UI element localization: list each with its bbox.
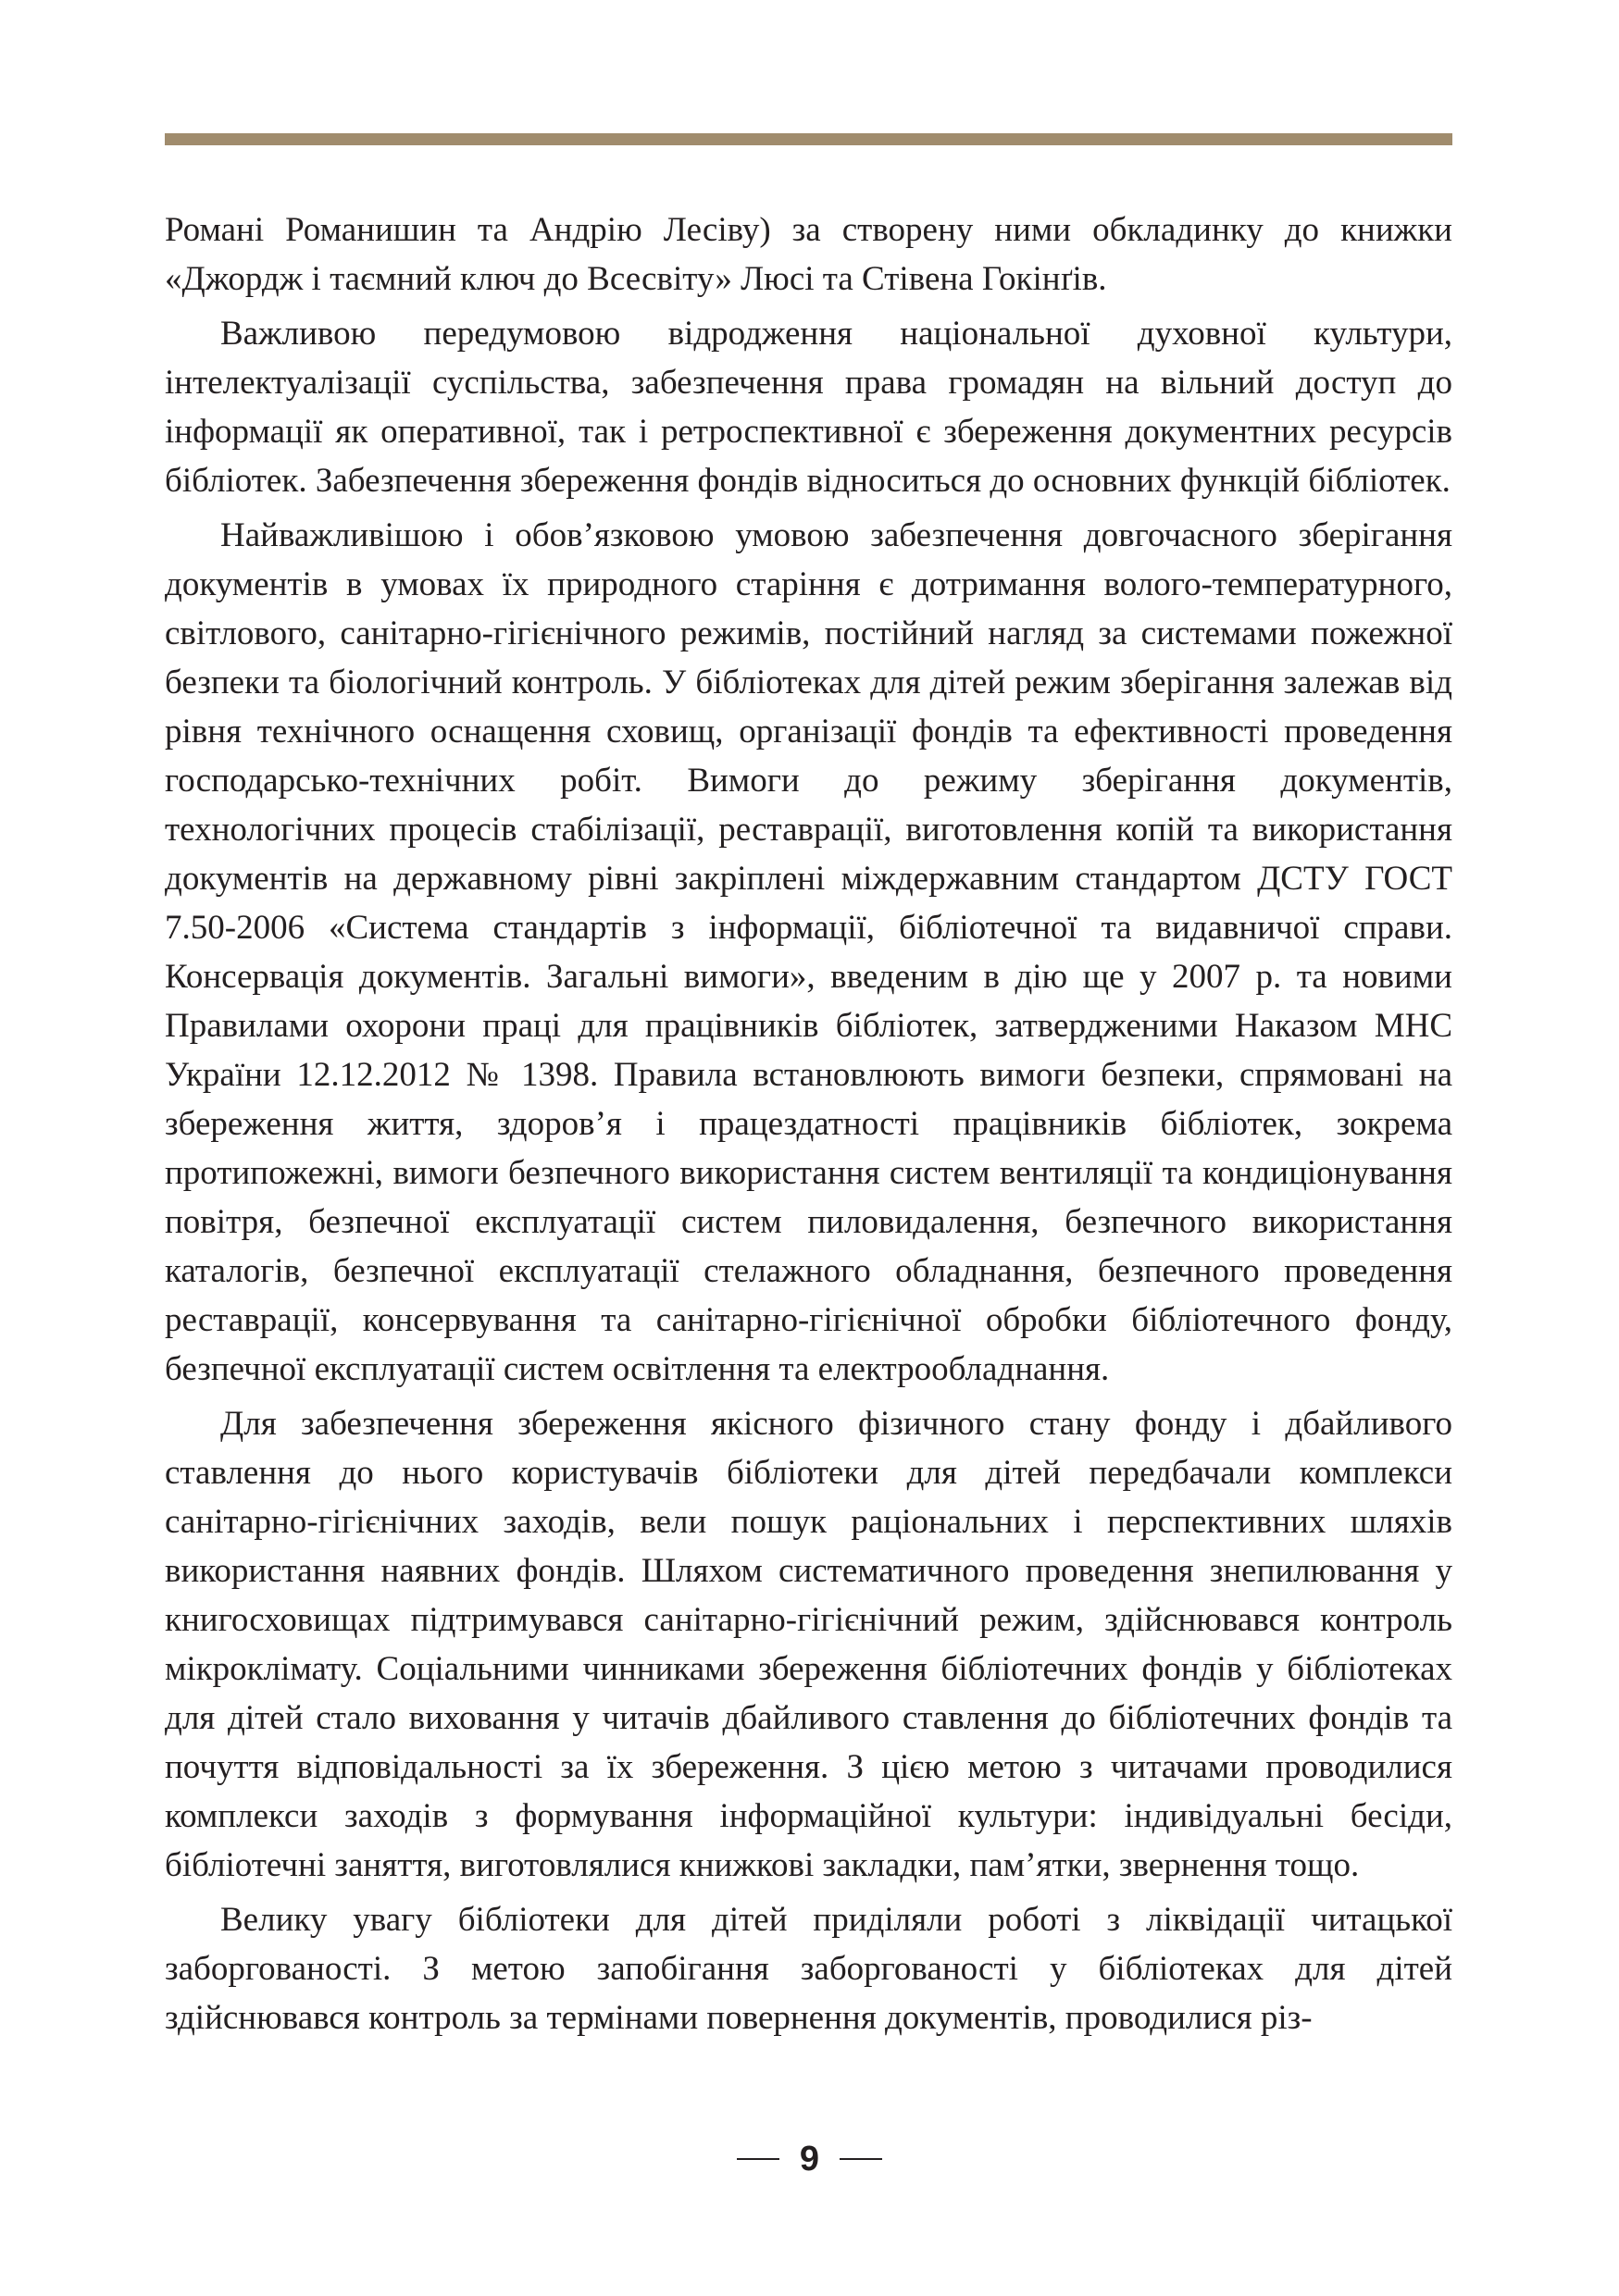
page-footer — [0, 2136, 1619, 2182]
paragraph-2: Важливою передумовою відродження національної духовної культури, інтелектуалізації суспільства, забезпечення права громадян на вільний доступ до інформації як оперативної, так і ретроспективної є збереження документних ресурсів бібліотек. Забезпечення збереження фондів відноситься до основних функцій бібліотек. — [165, 315, 1452, 500]
footer-rule-right — [840, 2158, 882, 2160]
page-body — [165, 205, 1452, 2042]
page-number: 9 — [799, 2140, 820, 2178]
paragraph-3: Найважливішою і обов’язковою умовою забезпечення довгочасного зберігання документів в умовах їх природного старіння є дотримання волого-температурного, світлового, санітарно-гігієнічного режимів, постійний нагляд за системами пожежної безпеки та біологічний контроль. У бібліотеках для дітей режим зберігання залежав від рівня технічного оснащення сховищ, організації фондів та ефективності проведення господарсько-технічних робіт. Вимоги до режиму зберігання документів, технологічних процесів стабілізації, реставрації, виготовлення копій та використання документів на державному рівні закріплені міждержавним стандартом ДСТУ ГОСТ 7.50-2006 «Система стандартів з інформації, бібліотечної та видавничої справи. Консервація документів. Загальні вимоги», введеним в дію ще у 2007 р. та новими Правилами охорони праці для працівників бібліотек, затвердженими Наказом МНС України 12.12.2012 № 1398. Правила встановлюють вимоги безпеки, спрямовані на збереження життя, здоров’я і працездатності працівників бібліотек, зокрема протипожежні, вимоги безпечного використання систем вентиляції та кондиціонування повітря, безпечної експлуатації систем пиловидалення, безпечного використання каталогів, безпечної експлуатації стелажного обладнання, безпечного проведення реставрації, консервування та санітарно-гігієнічної обробки бібліотечного фонду, безпечної експлуатації систем освітлення та електрообладнання. — [165, 516, 1452, 1388]
paragraph-1: Романі Романишин та Андрію Лесіву) за створену ними обкладинку до книжки «Джордж і таємний ключ до Всесвіту» Люсі та Стівена Гокінґів. — [165, 211, 1452, 298]
footer-rule-left — [737, 2158, 779, 2160]
paragraph-4: Для забезпечення збереження якісного фізичного стану фонду і дбайливого ставлення до нього користувачів бібліотеки для дітей передбачали комплекси санітарно-гігієнічних заходів, вели пошук раціональних і перспективних шляхів використання наявних фондів. Шляхом систематичного проведення знепилювання у книгосховищах підтримувався санітарно-гігієнічний режим, здійснювався контроль мікроклімату. Соціальними чинниками збереження бібліотечних фондів у бібліотеках для дітей стало виховання у читачів дбайливого ставлення до бібліотечних фондів та почуття відповідальності за їх збереження. З цією метою з читачами проводилися комплекси заходів з формування інформаційної культури: індивідуальні бесіди, бібліотечні заняття, виготовлялися книжкові закладки, пам’ятки, звернення тощо. — [165, 1405, 1452, 1884]
paragraph-5: Велику увагу бібліотеки для дітей приділяли роботі з ліквідації читацької заборгованості. З метою запобігання заборгованості у бібліотеках для дітей здійснювався контроль за термінами повернення документів, проводилися різ- — [165, 1901, 1452, 2037]
header-rule — [165, 133, 1452, 145]
